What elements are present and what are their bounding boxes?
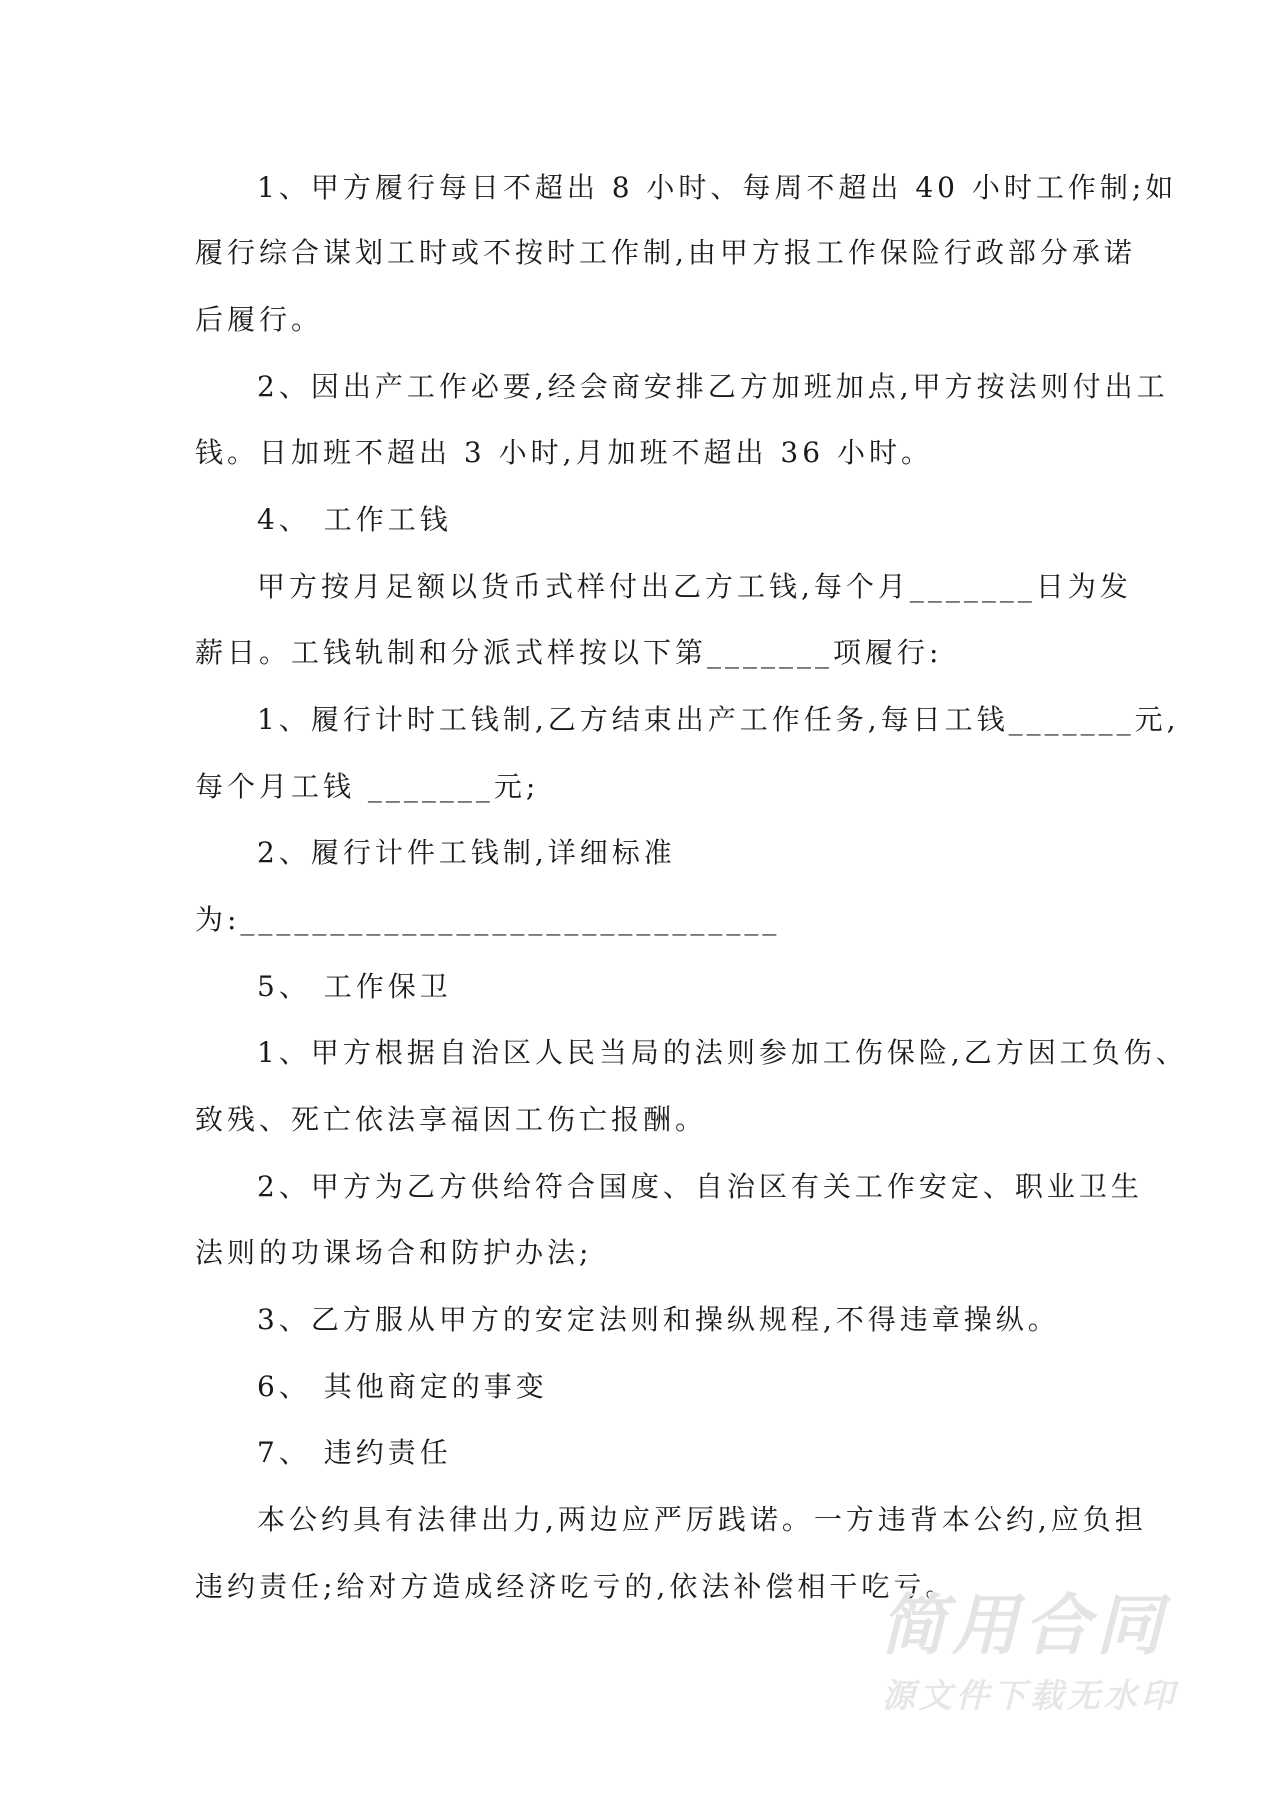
paragraph-line: 甲方按月足额以货币式样付出乙方工钱,每个月_______日为发 (257, 570, 1132, 603)
paragraph-line: 履行综合谋划工时或不按时工作制,由甲方报工作保险行政部分承诺 (195, 236, 1136, 269)
paragraph-line: 致残、死亡依法享福因工伤亡报酬。 (195, 1103, 708, 1136)
paragraph-line: 2、履行计件工钱制,详细标准 (257, 836, 676, 869)
paragraph-line: 1、甲方根据自治区人民当局的法则参加工伤保险,乙方因工负伤、 (257, 1036, 1188, 1069)
paragraph-line: 2、因出产工作必要,经会商安排乙方加班加点,甲方按法则付出工 (257, 370, 1169, 403)
paragraph-line: 法则的功课场合和防护办法; (195, 1236, 593, 1269)
paragraph-line: 3、乙方服从甲方的安定法则和操纵规程,不得违章操纵。 (257, 1303, 1060, 1336)
paragraph-line: 每个月工钱 _______元; (195, 770, 540, 803)
paragraph-line: 为:______________________________ (195, 903, 781, 936)
paragraph-line: 违约责任;给对方造成经济吃亏的,依法补偿相干吃亏。 (195, 1570, 958, 1603)
watermark-title: 简用合同 (880, 1587, 1168, 1664)
paragraph-line: 本公约具有法律出力,两边应严厉践诺。一方违背本公约,应负担 (257, 1503, 1147, 1536)
paragraph-line: 1、甲方履行每日不超出 8 小时、每周不超出 40 小时工作制;如 (257, 171, 1178, 204)
watermark-subtitle: 源文件下载无水印 (882, 1676, 1178, 1715)
section-heading: 7、 违约责任 (257, 1436, 452, 1469)
paragraph-line: 1、履行计时工钱制,乙方结束出产工作任务,每日工钱_______元, (257, 703, 1180, 736)
paragraph-line: 薪日。工钱轨制和分派式样按以下第_______项履行: (195, 636, 943, 669)
section-heading: 6、 其他商定的事变 (257, 1370, 548, 1403)
paragraph-line: 钱。日加班不超出 3 小时,月加班不超出 36 小时。 (195, 436, 933, 469)
section-heading: 5、 工作保卫 (257, 970, 452, 1003)
section-heading: 4、 工作工钱 (257, 503, 452, 536)
paragraph-line: 2、甲方为乙方供给符合国度、自治区有关工作安定、职业卫生 (257, 1170, 1143, 1203)
paragraph-line: 后履行。 (195, 303, 324, 336)
